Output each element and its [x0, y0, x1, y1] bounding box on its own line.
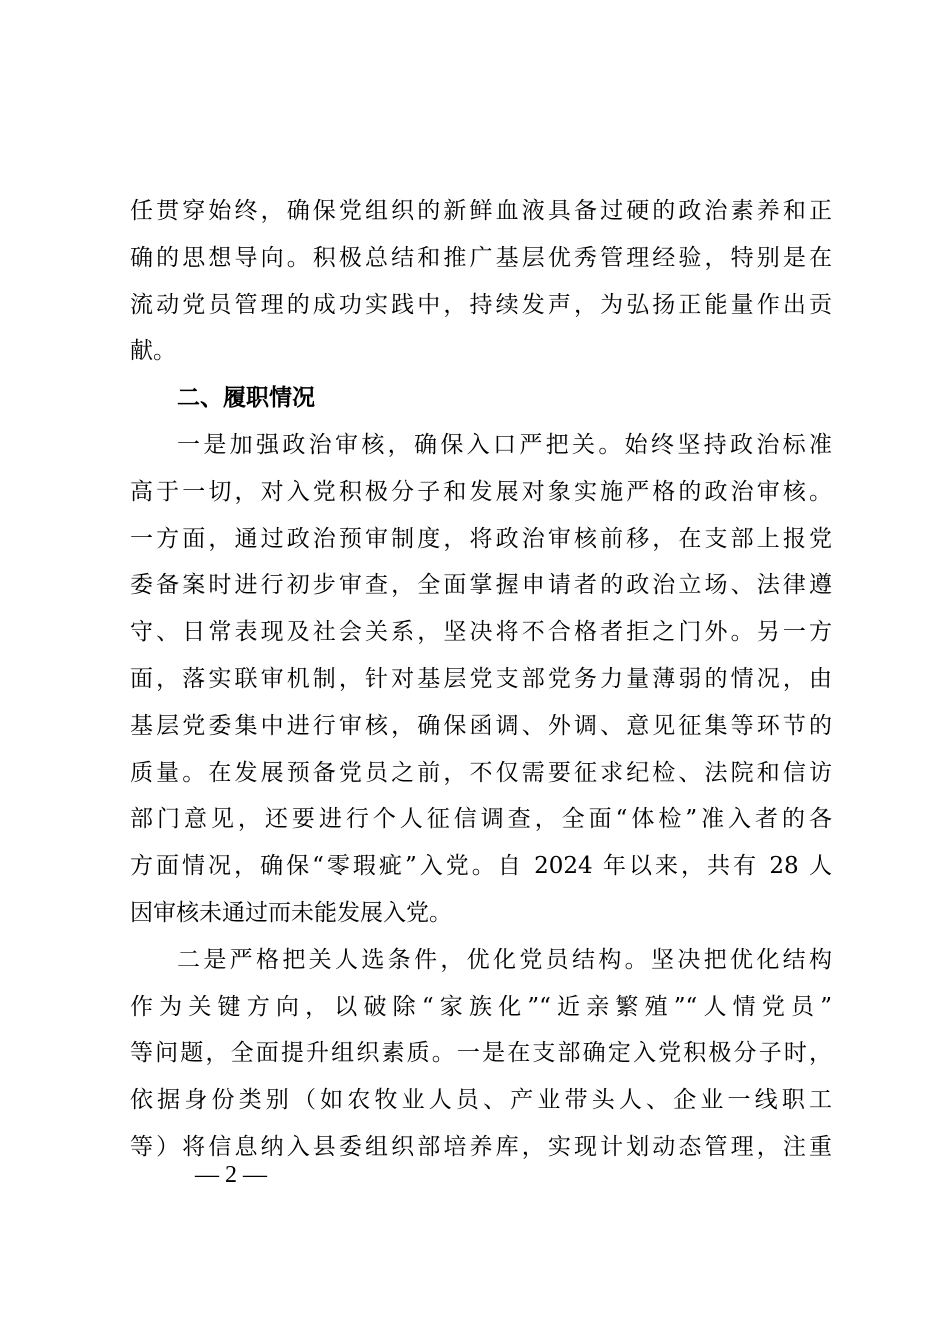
paragraph-line: 等问题，全面提升组织素质。一是在支部确定入党积极分子时，	[130, 1040, 832, 1067]
paragraph-line: 基层党委集中进行审核，确保函调、外调、意见征集等环节的	[130, 712, 832, 739]
body-line: 任贯穿始终，确保党组织的新鲜血液具备过硬的政治素养和正	[130, 198, 832, 224]
section-heading: 二、履职情况	[177, 384, 315, 412]
body-line: 献。	[130, 338, 176, 365]
paragraph-line: 守、日常表现及社会关系，坚决将不合格者拒之门外。另一方	[130, 619, 832, 646]
paragraph-line: 方面情况，确保“零瑕疵”入党。自 2024 年以来，共有 28 人	[130, 853, 832, 880]
body-line: 流动党员管理的成功实践中，持续发声，为弘扬正能量作出贡	[130, 291, 832, 318]
paragraph-line: 委备案时进行初步审查，全面掌握申请者的政治立场、法律遵	[130, 572, 832, 599]
document-body	[130, 188, 832, 1171]
body-line: 确的思想导向。积极总结和推广基层优秀管理经验，特别是在	[130, 244, 832, 271]
paragraph-line: 部门意见，还要进行个人征信调查，全面“体检”准入者的各	[130, 806, 832, 833]
page-number: — 2 —	[195, 1162, 267, 1188]
paragraph-line: 一是加强政治审核，确保入口严把关。始终坚持政治标准	[177, 431, 832, 458]
paragraph-line: 等）将信息纳入县委组织部培养库，实现计划动态管理，注重	[130, 1133, 832, 1160]
paragraph-line: 二是严格把关人选条件，优化党员结构。坚决把优化结构	[177, 946, 832, 973]
paragraph-line: 依据身份类别（如农牧业人员、产业带头人、企业一线职工	[130, 1087, 832, 1114]
paragraph-line: 因审核未通过而未能发展入党。	[130, 899, 452, 926]
paragraph-line: 高于一切，对入党积极分子和发展对象实施严格的政治审核。	[130, 478, 832, 505]
paragraph-line: 质量。在发展预备党员之前，不仅需要征求纪检、法院和信访	[130, 759, 832, 786]
paragraph-line: 作为关键方向，以破除“家族化”“近亲繁殖”“人情党员”	[130, 993, 832, 1020]
paragraph-line: 一方面，通过政治预审制度，将政治审核前移，在支部上报党	[130, 525, 832, 552]
paragraph-line: 面，落实联审机制，针对基层党支部党务力量薄弱的情况，由	[130, 665, 832, 692]
